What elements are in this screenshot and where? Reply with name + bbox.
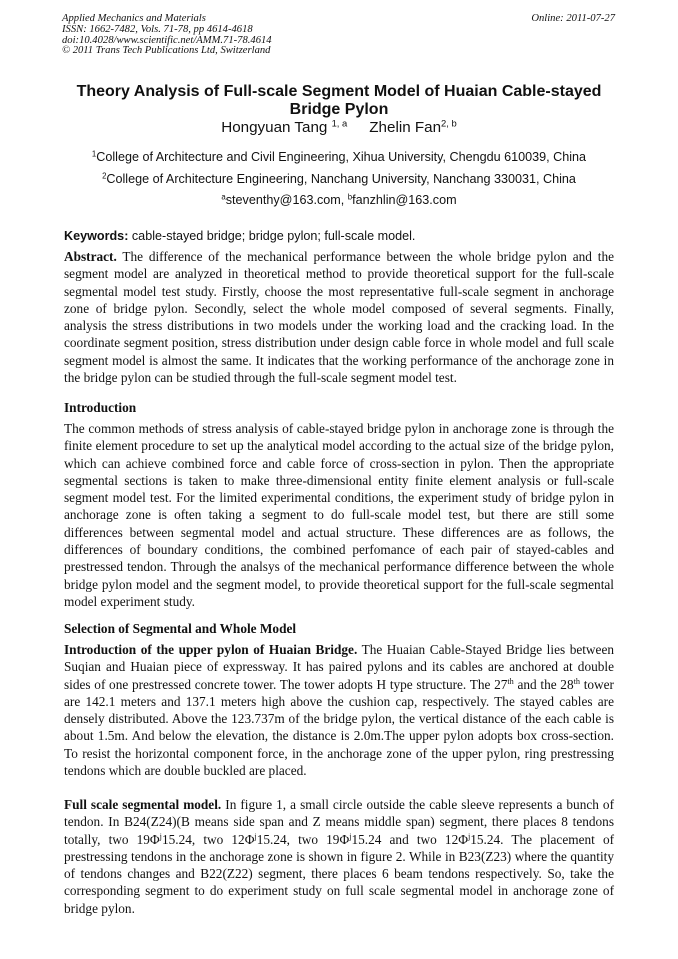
- full-scale-model-paragraph: [64, 796, 614, 917]
- journal-header: [62, 14, 272, 57]
- abstract-text: The difference of the mechanical performance between the whole bridge pylon and the segment model are analyzed in theoretical method to provide theoretical support for the full-scale segmental model test study. Firstly, choose the most representative full-scale segment in anchorage zone of bridge pylon. Secondly, select the whole model composed of several segments. Finally, analysis the stress distributions in two models under the working load and the cracking load. In the coordinate segment position, stress distribution under design cable force in whole model and full scale segment model is almost the same. It indicates that the working performance of the anchorage zone in the bridge pylon can be studied through the full-scale segment model test.: [64, 249, 614, 386]
- paper-title: [40, 83, 638, 119]
- online-date: Online: 2011-07-27: [531, 13, 615, 24]
- affiliation-text: College of Architecture Engineering, Nanchang University, Nanchang 330031, China: [106, 172, 576, 186]
- paragraph-text: 15.24 and two 12Φ: [351, 831, 468, 847]
- superscript: th: [507, 676, 514, 686]
- paragraph-text: and the 28: [513, 676, 574, 692]
- superscript: j: [254, 831, 257, 841]
- copyright: © 2011 Trans Tech Publications Ltd, Switzerland: [62, 45, 271, 57]
- email-mark: a: [221, 192, 226, 202]
- upper-pylon-paragraph: [64, 641, 614, 779]
- superscript: th: [573, 676, 581, 686]
- abstract: [64, 248, 614, 386]
- introduction-paragraph: The common methods of stress analysis of cable-stayed bridge pylon in anchorage zone is through the finite element procedure to set up the analytical model according to the actual size of the bridge pylon, which can achieve combined force and cable force of cross-section in pylon. Then the appropriate segmental sections is taken to make three-dimensional entity finite element analysis or full-scale segment model test. For the limited experimental conditions, the experiment study of bridge pylon in anchorage zone is often taking a segment to do full-scale model test, but there are still some differences between segmental model and actual structure. These differences are as follows, the differences of boundary conditions, the combined perfomance of each pair of stayed-cables and prestressed tendon. Through the analsys of the mechanical performance difference between the whole bridge pylon model and the segment model, to provide theoretical support for the full-scale segmental model experiment study.: [64, 421, 614, 609]
- affiliation: [0, 172, 678, 186]
- keywords: [64, 229, 415, 243]
- paragraph-text: 15.24, two 12Φ: [161, 831, 255, 847]
- authors: [0, 119, 678, 136]
- keywords-text: cable-stayed bridge; bridge pylon; full-scale model.: [128, 229, 416, 243]
- doi: doi:10.4028/www.scientific.net/AMM.71-78.4614: [62, 34, 272, 46]
- affiliation: [0, 150, 678, 164]
- emails: [0, 193, 678, 207]
- author-affiliation-mark: 2, b: [441, 117, 457, 129]
- superscript: j: [467, 831, 471, 841]
- affiliation-mark: 2: [102, 171, 107, 181]
- author-name: Zhelin Fan: [369, 119, 442, 136]
- affiliation-text: College of Architecture and Civil Engineering, Xihua University, Chengdu 610039, China: [96, 150, 587, 164]
- abstract-label: Abstract.: [64, 249, 117, 264]
- author-affiliation-mark: 1, a: [331, 117, 348, 129]
- email: steventhy@163.com,: [225, 193, 348, 207]
- paragraph-text: The Huaian Cable-Stayed Bridge lies between Suqian and Huaian piece of expressway. It has paired pylons and its cables are anchored at double sides of one prestressed concrete tower. The tower adopts H type structure. The 27: [64, 642, 614, 692]
- paragraph-text: 15.24, two 19Φ: [256, 831, 350, 847]
- author-name: Hongyuan Tang: [221, 119, 332, 136]
- paragraph-text: tower are 142.1 meters and 137.1 meters high above the cushion cap, respectively. The stayed cables are densely distributed. Above the 123.737m of the bridge pylon, the vertical distance of the each cable is about 1.5m. And below the elevation, the distance is 2.0m.The upper pylon adopts box cross-section. To resist the horizontal component force, in the anchorage zone of the upper pylon, ring prestressing tendons which are double buckled are placed.: [64, 676, 614, 779]
- paragraph-text: 15.24. The placement of prestressing tendons in the anchorage zone is shown in figure 2. While in B23(Z23) where the quantity of tendons changes and B22(Z22) segment, there places 6 beam tendons respectively. So, take the corresponding segment to do experiment study on full scale segmental model in anchorage zone of bridge pylon.: [64, 831, 615, 916]
- superscript: j: [349, 831, 352, 841]
- affiliation-mark: 1: [91, 149, 97, 159]
- title-line-2: Bridge Pylon: [289, 101, 389, 118]
- paragraph-text: In figure 1, a small circle outside the cable sleeve represents a bunch of tendon. In B24(Z24)(B means side span and Z means middle span) segment, there places 8 tendons totally, two 19Φ: [64, 797, 614, 847]
- section-heading-selection: Selection of Segmental and Whole Model: [64, 621, 297, 636]
- paragraph-label: Full scale segmental model.: [64, 797, 222, 812]
- superscript: j: [159, 831, 162, 841]
- email-mark: b: [347, 192, 353, 202]
- journal-name: Applied Mechanics and Materials: [62, 13, 206, 24]
- keywords-label: Keywords:: [64, 229, 129, 243]
- email: fanzhlin@163.com: [352, 193, 457, 207]
- section-heading-introduction: Introduction: [64, 400, 137, 415]
- paragraph-label: Introduction of the upper pylon of Huaian Bridge.: [64, 642, 358, 657]
- title-line-1: Theory Analysis of Full-scale Segment Model of Huaian Cable-stayed: [76, 83, 602, 100]
- issn: ISSN: 1662-7482, Vols. 71-78, pp 4614-4618: [62, 23, 253, 35]
